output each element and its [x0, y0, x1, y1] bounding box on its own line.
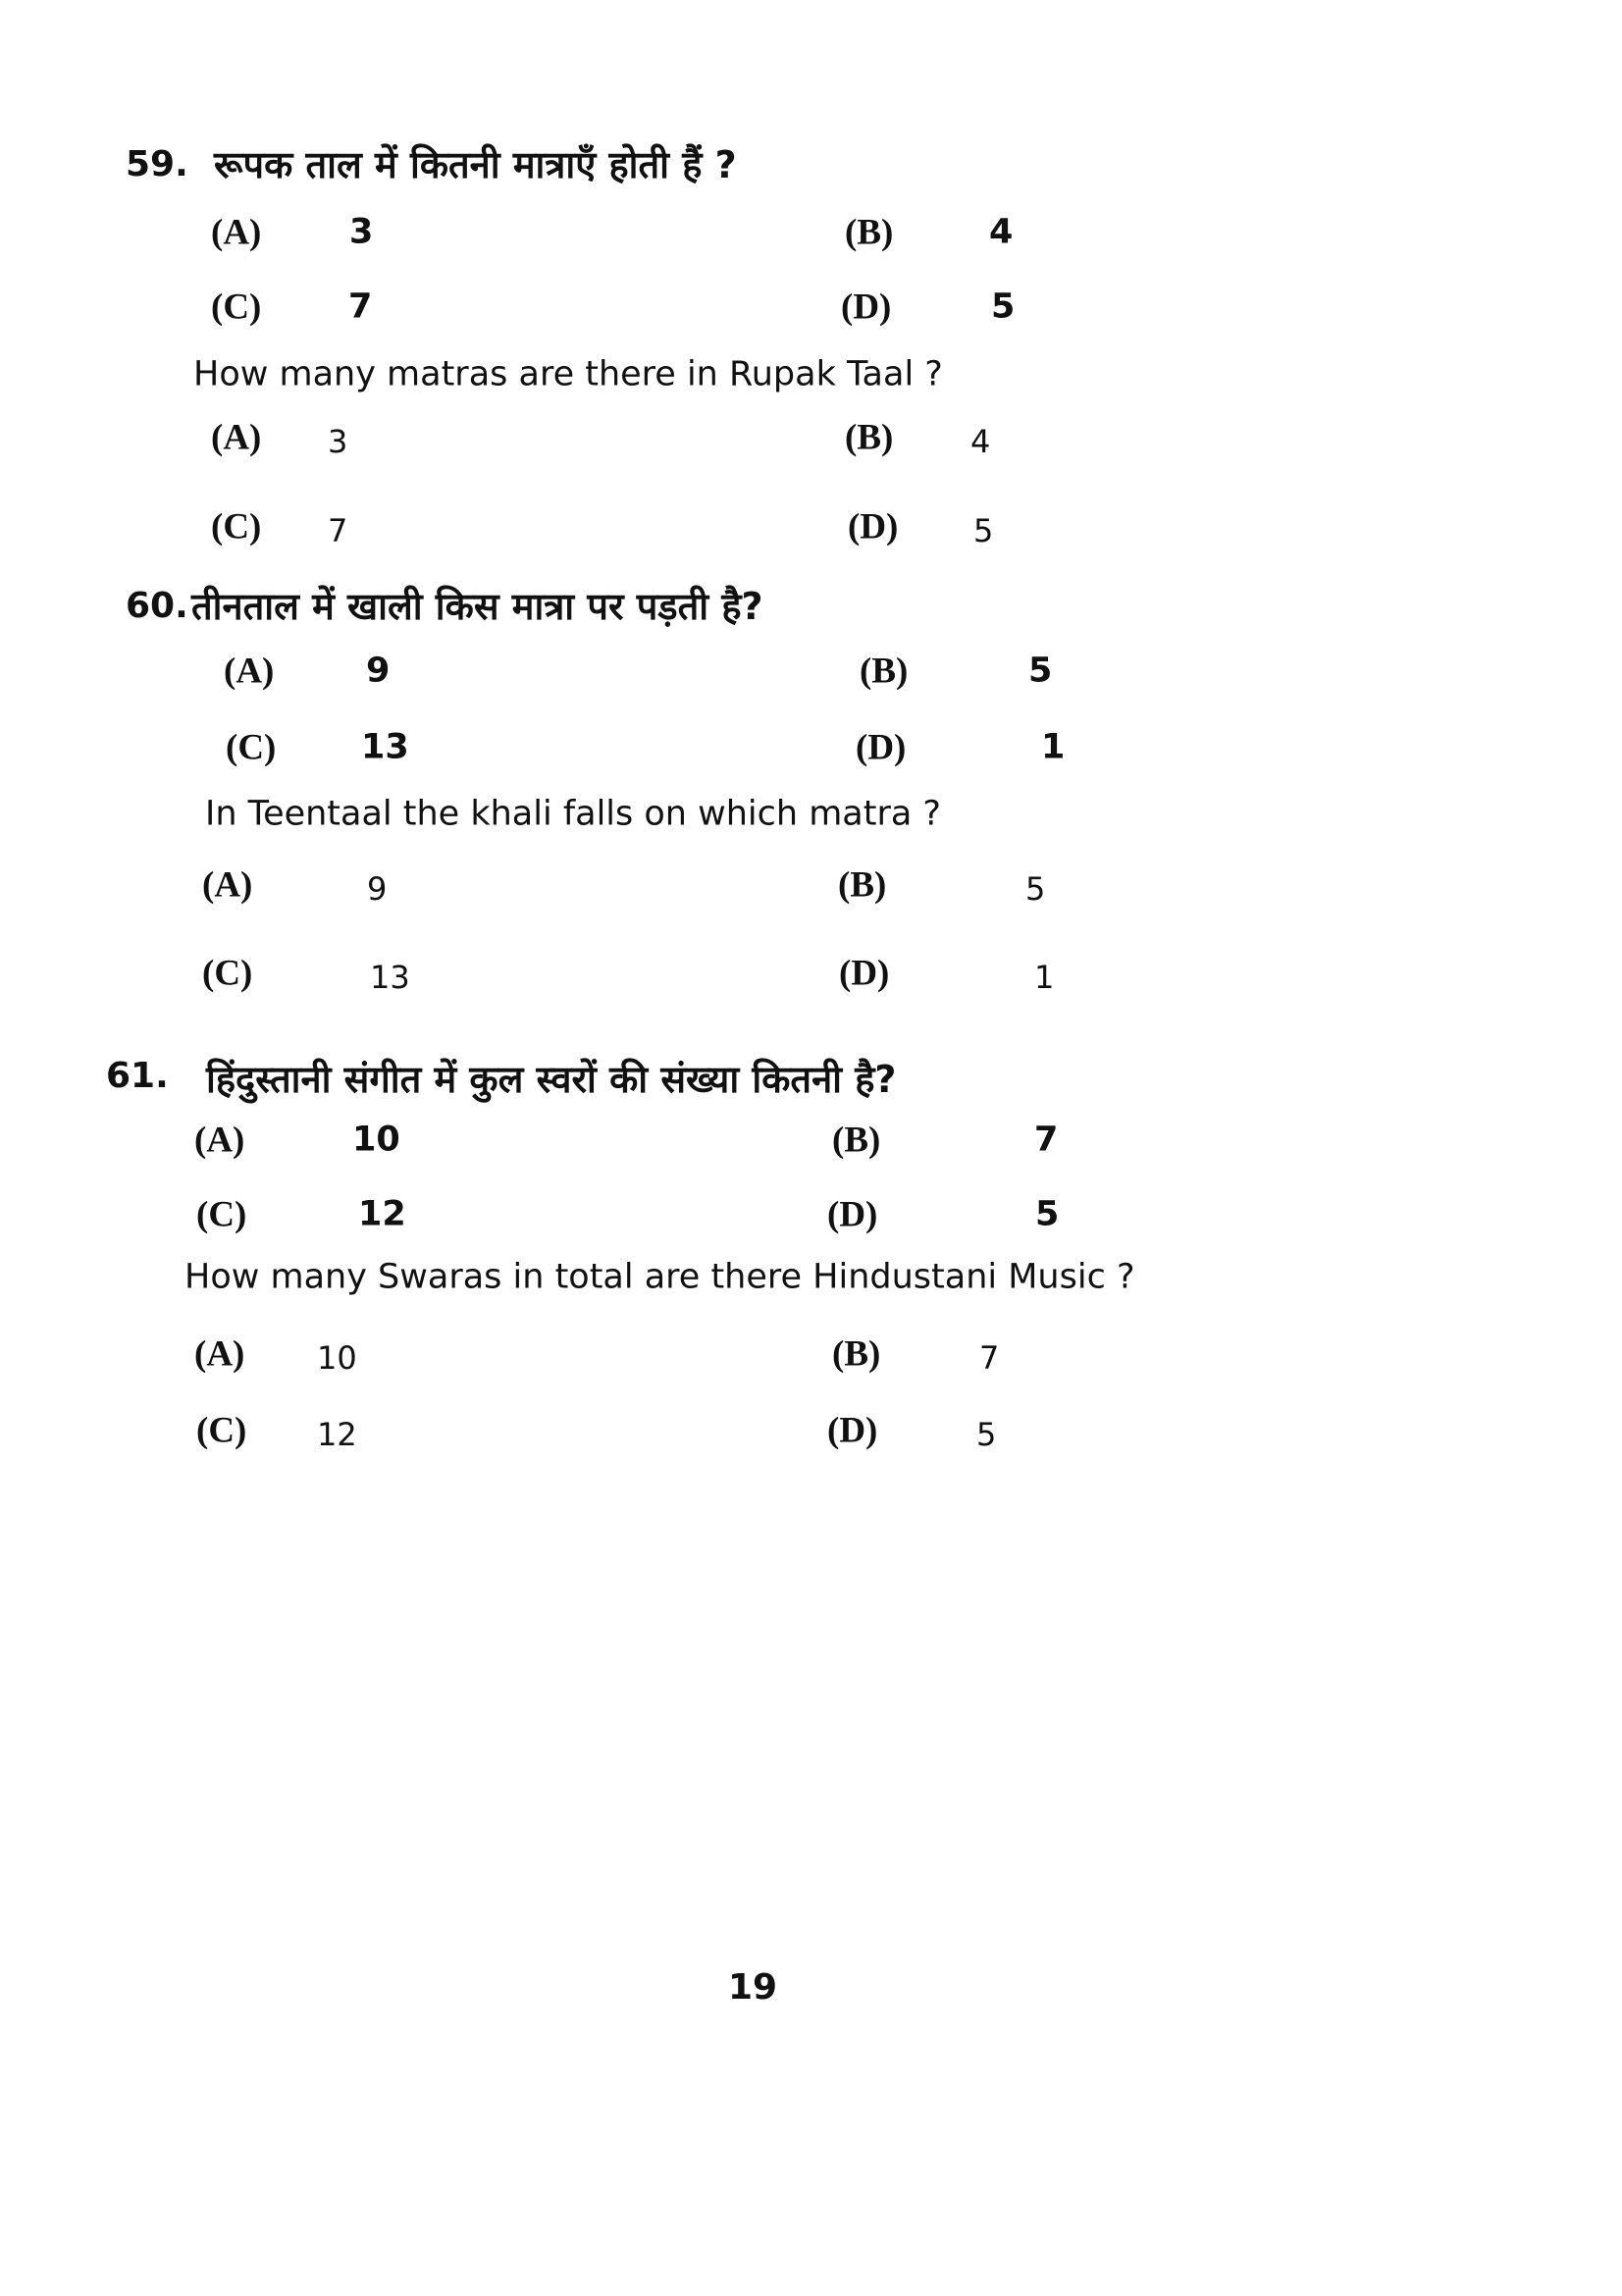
question-text-hindi: हिंदुस्तानी संगीत में कुल स्वरों की संख्या कितनी है? [206, 1058, 897, 1101]
option-label: (A) [211, 417, 262, 458]
option-value: 10 [317, 1339, 357, 1377]
option-value: 13 [361, 727, 409, 767]
option-value: 4 [970, 423, 991, 460]
question-number: 60. [126, 586, 188, 626]
option-value: 5 [991, 287, 1016, 327]
question-number: 59. [126, 144, 188, 184]
option-label: (A) [202, 864, 253, 906]
option-label: (A) [194, 1120, 245, 1161]
option-value: 12 [317, 1416, 357, 1453]
option-label: (A) [211, 212, 262, 253]
option-label: (C) [202, 953, 253, 994]
option-value: 7 [1034, 1120, 1059, 1160]
question-number: 61. [106, 1056, 169, 1096]
option-value: 5 [1025, 870, 1046, 908]
option-value: 7 [979, 1339, 1000, 1377]
option-value: 7 [328, 512, 348, 549]
option-value: 9 [367, 870, 388, 908]
option-label: (B) [838, 864, 887, 906]
option-value: 12 [358, 1194, 406, 1234]
question-text-english: In Teentaal the khali falls on which matra ? [205, 794, 942, 834]
option-label: (C) [196, 1410, 247, 1451]
option-label: (A) [224, 651, 275, 692]
page-number: 19 [728, 1967, 778, 2008]
option-label: (C) [226, 727, 277, 768]
option-label: (B) [832, 1333, 881, 1375]
question-text-english: How many matras are there in Rupak Taal ? [193, 354, 943, 394]
option-value: 5 [1028, 651, 1053, 691]
option-label: (B) [860, 651, 909, 692]
option-label: (C) [211, 287, 262, 328]
option-label: (C) [211, 506, 262, 548]
option-label: (D) [839, 953, 890, 994]
option-value: 5 [976, 1416, 997, 1453]
option-label: (B) [845, 417, 894, 458]
option-label: (D) [827, 1194, 878, 1235]
option-value: 3 [328, 423, 348, 460]
option-value: 13 [370, 959, 410, 996]
option-value: 4 [989, 212, 1014, 252]
option-value: 5 [1035, 1194, 1060, 1234]
option-value: 3 [349, 212, 374, 252]
option-label: (B) [845, 212, 894, 253]
option-value: 10 [352, 1120, 400, 1160]
option-label: (B) [832, 1120, 881, 1161]
option-label: (D) [856, 727, 907, 768]
option-value: 5 [973, 512, 994, 549]
option-label: (D) [848, 506, 899, 548]
option-label: (A) [194, 1333, 245, 1375]
option-label: (D) [841, 287, 892, 328]
question-text-english: How many Swaras in total are there Hindustani Music ? [184, 1257, 1135, 1297]
question-text-hindi: तीनताल में खाली किस मात्रा पर पड़ती है? [191, 585, 763, 628]
option-value: 9 [366, 651, 391, 691]
option-label: (D) [827, 1410, 878, 1451]
option-value: 7 [348, 287, 373, 327]
question-text-hindi: रूपक ताल में कितनी मात्राएँ होती हैं ? [214, 143, 737, 186]
option-label: (C) [196, 1194, 247, 1235]
option-value: 1 [1034, 959, 1055, 996]
option-value: 1 [1041, 727, 1066, 767]
